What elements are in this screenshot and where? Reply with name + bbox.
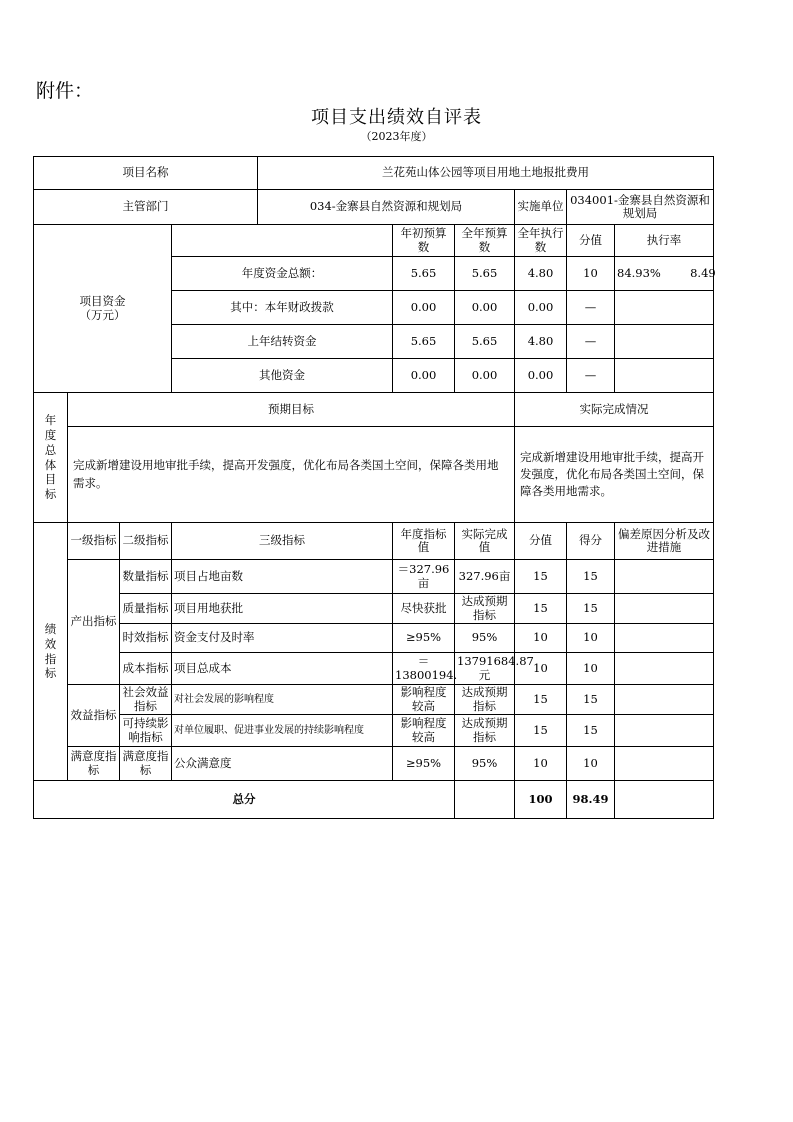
score-cell: 10 xyxy=(515,653,567,685)
note-cell xyxy=(615,560,714,594)
actual-goal-header: 实际完成情况 xyxy=(515,393,714,427)
level1-output: 产出指标 xyxy=(68,560,120,685)
level3-cell: 公众满意度 xyxy=(172,747,393,781)
target-cell: 尽快获批 xyxy=(393,594,455,624)
got-cell: 15 xyxy=(567,685,615,715)
funds-cell: 4.80 xyxy=(515,325,567,359)
funds-cell: 10 xyxy=(567,257,615,291)
dept-label: 主管部门 xyxy=(34,190,258,225)
target-cell: ＝13800194. xyxy=(393,653,455,685)
score-cell: 15 xyxy=(515,685,567,715)
level3-cell: 项目占地亩数 xyxy=(172,560,393,594)
level2-cell: 社会效益指标 xyxy=(120,685,172,715)
funds-cell: 5.65 xyxy=(393,325,455,359)
actual-cell: 327.96亩 xyxy=(455,560,515,594)
target-cell: ≥95% xyxy=(393,624,455,653)
indicator-header: 偏差原因分析及改进措施 xyxy=(615,523,714,560)
level3-cell: 资金支付及时率 xyxy=(172,624,393,653)
funds-cell: 0.00 xyxy=(515,359,567,393)
total-label: 总分 xyxy=(34,781,455,819)
funds-cell xyxy=(615,359,714,393)
funds-cell xyxy=(615,325,714,359)
expected-goal-text: 完成新增建设用地审批手续，提高开发强度，优化布局各类国土空间，保障各类用地需求。 xyxy=(68,427,515,523)
funds-cell: 0.00 xyxy=(393,291,455,325)
indicator-header: 一级指标 xyxy=(68,523,120,560)
note-cell xyxy=(615,715,714,747)
note-cell xyxy=(615,747,714,781)
score-cell: 10 xyxy=(515,624,567,653)
funds-header-col: 年初预算数 xyxy=(393,225,455,257)
level2-cell: 成本指标 xyxy=(120,653,172,685)
funds-cell: 5.65 xyxy=(455,257,515,291)
level2-cell: 时效指标 xyxy=(120,624,172,653)
level3-cell: 对单位履职、促进事业发展的持续影响程度 xyxy=(172,715,393,747)
level1-satisfaction: 满意度指标 xyxy=(68,747,120,781)
indicators-section-label: 绩 效 指 标 xyxy=(34,523,68,781)
funds-row-label: 上年结转资金 xyxy=(172,325,393,359)
funds-cell: 4.80 xyxy=(515,257,567,291)
level2-cell: 可持续影响指标 xyxy=(120,715,172,747)
expected-goal-header: 预期目标 xyxy=(68,393,515,427)
level2-cell: 数量指标 xyxy=(120,560,172,594)
got-cell: 15 xyxy=(567,594,615,624)
funds-cell: 0.00 xyxy=(455,359,515,393)
funds-cell: 0.00 xyxy=(455,291,515,325)
score-cell: 15 xyxy=(515,560,567,594)
indicator-header: 二级指标 xyxy=(120,523,172,560)
indicator-header: 三级指标 xyxy=(172,523,393,560)
total-score: 100 xyxy=(515,781,567,819)
funds-cell: 84.93% 8.49 xyxy=(615,257,714,291)
indicator-header: 实际完成值 xyxy=(455,523,515,560)
unit-label: 实施单位 xyxy=(515,190,567,225)
funds-header-col: 全年预算数 xyxy=(455,225,515,257)
got-cell: 10 xyxy=(567,653,615,685)
target-cell: ＝327.96亩 xyxy=(393,560,455,594)
note-cell xyxy=(615,685,714,715)
funds-header-col: 分值 xyxy=(567,225,615,257)
funds-header-col: 执行率 xyxy=(615,225,714,257)
level3-cell: 对社会发展的影响程度 xyxy=(172,685,393,715)
level2-cell: 质量指标 xyxy=(120,594,172,624)
funds-cell xyxy=(615,291,714,325)
indicator-header: 年度指标值 xyxy=(393,523,455,560)
funds-cell: — xyxy=(567,291,615,325)
level3-cell: 项目总成本 xyxy=(172,653,393,685)
funds-header-col: 全年执行数 xyxy=(515,225,567,257)
total-got: 98.49 xyxy=(567,781,615,819)
funds-cell: — xyxy=(567,325,615,359)
unit-value: 034001-金寨县自然资源和规划局 xyxy=(567,190,714,225)
actual-cell: 95% xyxy=(455,624,515,653)
dept-value: 034-金寨县自然资源和规划局 xyxy=(258,190,515,225)
actual-cell: 达成预期指标 xyxy=(455,594,515,624)
funds-cell: 0.00 xyxy=(515,291,567,325)
funds-row-label: 其他资金 xyxy=(172,359,393,393)
level2-cell: 满意度指标 xyxy=(120,747,172,781)
got-cell: 15 xyxy=(567,715,615,747)
indicator-header: 分值 xyxy=(515,523,567,560)
funds-header-blank xyxy=(172,225,393,257)
got-cell: 15 xyxy=(567,560,615,594)
goals-section-label: 年 度 总 体 目 标 xyxy=(34,393,68,523)
actual-goal-text: 完成新增建设用地审批手续，提高开发强度，优化布局各类国土空间，保障各类用地需求。 xyxy=(515,427,714,523)
total-note xyxy=(615,781,714,819)
funds-cell: 5.65 xyxy=(393,257,455,291)
indicator-header: 得分 xyxy=(567,523,615,560)
funds-row-label: 年度资金总额： xyxy=(172,257,393,291)
total-blank xyxy=(455,781,515,819)
project-name-label: 项目名称 xyxy=(34,157,258,190)
actual-cell: 95% xyxy=(455,747,515,781)
score-cell: 15 xyxy=(515,715,567,747)
score-cell: 10 xyxy=(515,747,567,781)
funds-cell: 0.00 xyxy=(393,359,455,393)
project-name-value: 兰花苑山体公园等项目用地土地报批费用 xyxy=(258,157,714,190)
funds-section-label: 项目资金 （万元） xyxy=(34,225,172,393)
score-cell: 15 xyxy=(515,594,567,624)
page-subtitle: （2023年度） xyxy=(360,130,433,143)
target-cell: ≥95% xyxy=(393,747,455,781)
note-cell xyxy=(615,624,714,653)
actual-cell: 13791684.87元 xyxy=(455,653,515,685)
evaluation-table xyxy=(33,156,714,819)
funds-cell: 5.65 xyxy=(455,325,515,359)
actual-cell: 达成预期指标 xyxy=(455,715,515,747)
funds-row-label: 其中：本年财政拨款 xyxy=(172,291,393,325)
funds-cell: — xyxy=(567,359,615,393)
got-cell: 10 xyxy=(567,624,615,653)
note-cell xyxy=(615,653,714,685)
page-title: 项目支出绩效自评表 xyxy=(311,107,482,128)
target-cell: 影响程度较高 xyxy=(393,715,455,747)
level1-benefit: 效益指标 xyxy=(68,685,120,747)
got-cell: 10 xyxy=(567,747,615,781)
level3-cell: 项目用地获批 xyxy=(172,594,393,624)
note-cell xyxy=(615,594,714,624)
target-cell: 影响程度较高 xyxy=(393,685,455,715)
attachment-label: 附件： xyxy=(36,80,94,102)
actual-cell: 达成预期指标 xyxy=(455,685,515,715)
